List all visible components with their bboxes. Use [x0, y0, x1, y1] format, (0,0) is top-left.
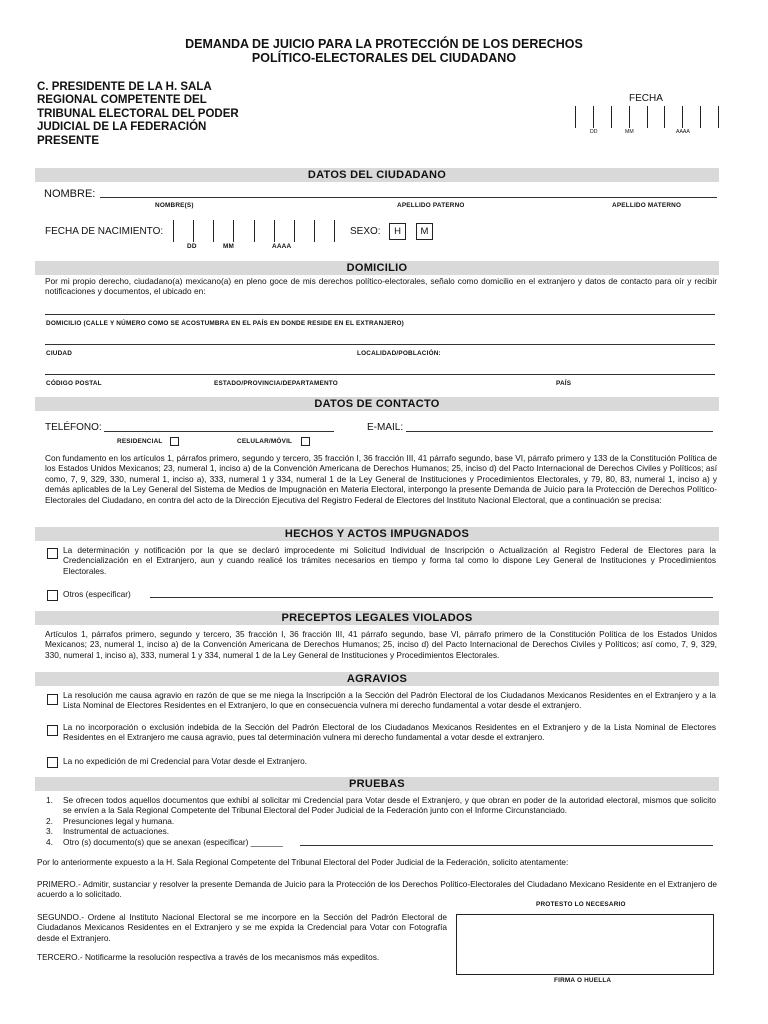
pruebas-n1: 1. — [46, 795, 53, 805]
agravios-item2-checkbox[interactable] — [47, 725, 58, 736]
fecha-nacimiento-label: FECHA DE NACIMIENTO: — [45, 226, 164, 237]
hechos-otros-checkbox[interactable] — [47, 590, 58, 601]
localidad-sublabel: LOCALIDAD/POBLACIÓN: — [357, 350, 441, 357]
pruebas-otros-field[interactable] — [300, 845, 713, 846]
addressee-line1: C. PRESIDENTE DE LA H. SALA — [37, 81, 212, 93]
protesto-label: PROTESTO LO NECESARIO — [536, 901, 626, 908]
fecha-aaaa-label: AAAA — [676, 129, 690, 135]
nacimiento-mm-label: MM — [223, 243, 235, 250]
pruebas-item4: Otro (s) documento(s) que se anexan (especificar) _______ — [63, 837, 283, 847]
section-preceptos: PRECEPTOS LEGALES VIOLADOS — [35, 611, 719, 625]
section-pruebas: PRUEBAS — [35, 777, 719, 791]
residencial-label: RESIDENCIAL — [117, 438, 163, 445]
estado-sublabel: ESTADO/PROVINCIA/DEPARTAMENTO — [214, 380, 338, 387]
section-datos-ciudadano: DATOS DEL CIUDADANO — [35, 168, 719, 182]
domicilio-calle-field[interactable] — [45, 314, 715, 315]
hechos-item1-text: La determinación y notificación por la que se declaró improcedente mi Solicitud Individual de Inscripción o Actualización al Registro Federal de Electores para la Credencialización en el Extranjero, aun y cuando realicé los trámites necesarios en tiempo y forma tal como lo dispone Ley General de Instituciones y Procedimientos Electorales. — [63, 545, 716, 576]
apellido-paterno-sublabel: APELLIDO PATERNO — [397, 202, 465, 209]
nacimiento-dd-label: DD — [187, 243, 197, 250]
cp-sublabel: CÓDIGO POSTAL — [46, 380, 102, 387]
firma-box[interactable] — [456, 914, 714, 975]
nombre-field[interactable] — [100, 197, 717, 198]
addressee-line3: TRIBUNAL ELECTORAL DEL PODER — [37, 107, 239, 120]
pruebas-item2: Presunciones legal y humana. — [63, 816, 175, 826]
sexo-label: SEXO: — [350, 226, 381, 237]
addressee-line2: REGIONAL COMPETENTE DEL — [37, 94, 207, 107]
residencial-checkbox[interactable] — [170, 437, 179, 446]
fecha-label: FECHA — [629, 93, 663, 104]
fecha-mm-label: MM — [625, 129, 634, 135]
pruebas-n3: 3. — [46, 826, 53, 836]
hechos-item1-checkbox[interactable] — [47, 548, 58, 559]
hechos-otros-label: Otros (especificar) — [63, 589, 131, 599]
fecha-nacimiento-input[interactable] — [173, 220, 335, 242]
pruebas-n2: 2. — [46, 816, 53, 826]
cierre-primero: PRIMERO.- Admitir, sustanciar y resolver la presente Demanda de Juicio para la Protección de los Derechos Político-Electorales del Ciudadano Mexicano Residente en el Extranjero de acuerdo a lo solicitado. — [37, 879, 717, 900]
addressee-line5: PRESENTE — [37, 134, 99, 147]
agravios-item1-text: La resolución me causa agravio en razón de que se me niega la Inscripción a la Sección del Padrón Electoral de los Ciudadanos Mexicanos Residentes en el Extranjero y a la Lista Nominal de Electores Residentes en el Extranjero, lo que en consecuencia vulnera mi derecho fundamental a votar desde el extranjero. — [63, 690, 716, 711]
agravios-item2-text: La no incorporación o exclusión indebida de la Sección del Padrón Electoral de los Ciudadanos Mexicanos Residentes en el Extranjero y de la Lista Nominal de Electores Residentes en el Extranjero me causa agravio, pues tal determinación vulnera mi derecho fundamental a votar desde el extranjero. — [63, 722, 716, 743]
nombres-sublabel: NOMBRE(S) — [155, 202, 194, 209]
celular-label: CELULAR/MÓVIL — [237, 438, 293, 445]
cierre-tercero: TERCERO.- Notificarme la resolución respectiva a través de los mecanismos más expeditos. — [37, 952, 380, 962]
email-label: E-MAIL: — [367, 422, 404, 433]
fundamento-paragraph: Con fundamento en los artículos 1, párrafos primero, segundo y tercero, 35 fracción I, 36 fracción III, 41 párrafo segundo, base VI, párrafo primero y 133 de la Constitución Política de los Estados Unidos Mexicanos; 23, numeral 1, inciso a) de la Convención Americana de Derechos Humanos; 25, inciso d) del Pacto Internacional de Derechos Civiles y Políticos; así como, 7, 9, 329, 330, numeral 1, inciso a), 333, numeral 1 y 334, numeral 1 de la Ley General de Instituciones y Procedimientos Electorales, y 79, 80, 83, numeral 1, inciso a) y demás aplicables de la Ley General del Sistema de Medios de Impugnación en Materia Electoral, interpongo la presente Demanda de Juicio para la Protección de Derechos Político-Electorales del Ciudadano, en contra del acto de la Dirección Ejecutiva del Registro Federal de Electores del Instituto Nacional Electoral, que a continuación se precisa: — [45, 453, 717, 505]
nacimiento-aaaa-label: AAAA — [272, 243, 292, 250]
firma-label: FIRMA O HUELLA — [554, 977, 612, 984]
section-datos-contacto: DATOS DE CONTACTO — [35, 397, 719, 411]
pruebas-item1: Se ofrecen todos aquellos documentos que exhibí al solicitar mi Credencial para Votar desde el Extranjero, y que obran en poder de la autoridad electoral, mismos que solicito se envíen a la Sala Regional Competente del Tribunal Electoral del Poder Judicial de la Federación junto con el Informe Circunstanciado. — [63, 795, 716, 816]
ciudad-sublabel: CIUDAD — [46, 350, 73, 357]
section-domicilio: DOMICILIO — [35, 261, 719, 275]
section-agravios: AGRAVIOS — [35, 672, 719, 686]
document-title-line1: DEMANDA DE JUICIO PARA LA PROTECCIÓN DE LOS DERECHOS — [185, 37, 583, 51]
agravios-item3-checkbox[interactable] — [47, 757, 58, 768]
cierre-segundo: SEGUNDO.- Ordene al Instituto Nacional Electoral se me incorpore en la Sección del Padrón Electoral de Ciudadanos Mexicanos Residentes en el Extranjero y se me expida la Credencial para Votar con Fotografía desde el Extranjero. — [37, 912, 447, 943]
hechos-otros-field[interactable] — [150, 597, 713, 598]
celular-checkbox[interactable] — [301, 437, 310, 446]
sexo-h-checkbox[interactable]: H — [389, 223, 406, 240]
pais-sublabel: PAÍS — [556, 380, 572, 387]
agravios-item1-checkbox[interactable] — [47, 694, 58, 705]
fecha-dd-label: DD — [590, 129, 598, 135]
nombre-label: NOMBRE: — [44, 188, 96, 200]
addressee-line4: JUDICIAL DE LA FEDERACIÓN — [37, 121, 207, 134]
addressee-block — [37, 81, 277, 148]
section-hechos: HECHOS Y ACTOS IMPUGNADOS — [35, 527, 719, 541]
agravios-item3-text: La no expedición de mi Credencial para Votar desde el Extranjero. — [63, 756, 307, 766]
preceptos-text: Artículos 1, párrafos primero, segundo y tercero, 35 fracción I, 36 fracción III, 41 párrafo segundo, base VI, párrafo primero de la Constitución Política de los Estados Unidos Mexicanos; 23, numeral 1, inciso a) de la Convención Americana de Derechos Humanos; 25, inciso d) del Pacto Internacional de Derechos Civiles y Políticos; así como, 7, 9, 329, 330, numeral 1, inciso a), 333, numeral 1 y 334, numeral 1 de la Ley General de Instituciones y Procedimientos Electorales. — [45, 629, 717, 660]
pruebas-n4: 4. — [46, 837, 53, 847]
telefono-field[interactable] — [104, 431, 334, 432]
domicilio-cp-field[interactable] — [45, 374, 715, 375]
domicilio-calle-sublabel: DOMICILIO (CALLE Y NÚMERO COMO SE ACOSTUMBRA EN EL PAÍS EN DONDE RESIDE EN EL EXTRANJERO) — [46, 320, 404, 327]
email-field[interactable] — [406, 431, 713, 432]
cierre-intro: Por lo anteriormente expuesto a la H. Sala Regional Competente del Tribunal Electoral del Poder Judicial de la Federación, solicito atentamente: — [37, 857, 569, 867]
domicilio-ciudad-field[interactable] — [45, 344, 715, 345]
telefono-label: TELÉFONO: — [45, 422, 102, 433]
apellido-materno-sublabel: APELLIDO MATERNO — [612, 202, 682, 209]
sexo-m-checkbox[interactable]: M — [416, 223, 433, 240]
document-title-line2: POLÍTICO-ELECTORALES DEL CIUDADANO — [251, 51, 517, 65]
pruebas-item3: Instrumental de actuaciones. — [63, 826, 170, 836]
domicilio-intro: Por mi propio derecho, ciudadano(a) mexicano(a) en pleno goce de mis derechos político-electorales, señalo como domicilio en el extranjero y datos de contacto para oír y recibir notificaciones y documentos, el ubicado en: — [45, 276, 717, 297]
fecha-input[interactable] — [575, 106, 719, 128]
